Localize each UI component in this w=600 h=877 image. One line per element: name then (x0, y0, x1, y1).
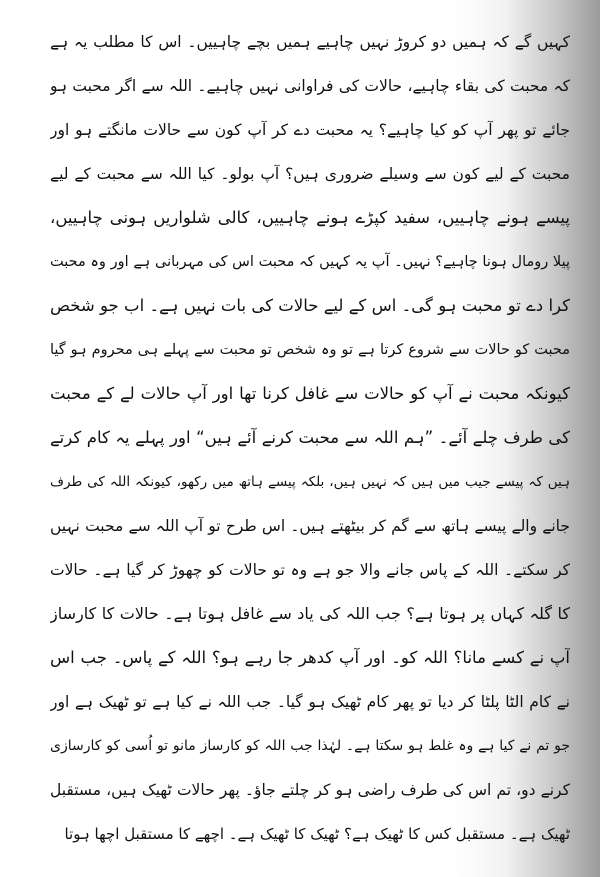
text-line: جانے والے پیسے ہاتھ سے گم کر بیٹھتے ہیں۔ اس طرح تو آپ اللہ سے محبت نہیں (50, 517, 570, 535)
text-line: جو تم نے کیا ہے وہ غلط ہو سکتا ہے۔ لہٰذا جب اللہ کو کارساز مانو تو اُسی کو کارسازی (50, 738, 570, 754)
text-line: جائے تو پھر آپ کو کیا چاہیے؟ یہ محبت دے کر آپ کون سے حالات مانگتے ہو اور (50, 121, 570, 139)
text-line: پیسے ہونے چاہییں، سفید کپڑے ہونے چاہییں، کالی شلواریں ہونی چاہییں، (50, 208, 570, 227)
text-line: پیلا رومال ہونا چاہیے؟ نہیں۔ آپ یہ کہیں کہ محبت اس کی مہربانی ہے اور وہ محبت (50, 254, 570, 270)
text-line: آپ نے کسے مانا؟ اللہ کو۔ اور آپ کدھر جا رہے ہو؟ اللہ کے پاس۔ جب اس (50, 648, 570, 667)
text-line: کیونکہ محبت نے آپ کو حالات سے غافل کرنا تھا اور آپ حالات لے کے محبت (50, 384, 570, 403)
text-line: کرا دے تو محبت ہو گی۔ اس کے لیے حالات کی بات نہیں ہے۔ اب جو شخص (50, 296, 570, 315)
text-line: نے کام الٹا پلٹا کر دیا تو پھر کام ٹھیک ہو گیا۔ جب اللہ نے کیا ہے تو ٹھیک ہے اور (50, 693, 570, 711)
text-line: محبت کو حالات سے شروع کرتا ہے تو وہ شخص تو محبت سے پہلے ہی محروم ہو گیا (50, 342, 570, 358)
text-line: کی طرف چلے آئے۔ ”ہم اللہ سے محبت کرنے آئے ہیں“ اور پہلے یہ کام کرتے (50, 428, 570, 447)
text-line: کر سکتے۔ اللہ کے پاس جانے والا جو ہے وہ تو حالات کو چھوڑ کر گیا ہے۔ حالات (50, 561, 570, 579)
text-line: کہیں گے کہ ہمیں دو کروڑ نہیں چاہیے ہمیں بچے چاہییں۔ اس کا مطلب یہ ہے (50, 33, 570, 51)
text-line: ہیں کہ پیسے جیب میں ہیں کہ نہیں ہیں، بلکہ پیسے ہاتھ میں رکھو، کیونکہ اللہ کی طرف (50, 474, 570, 490)
text-line: محبت کے لیے کون سے وسیلے ضروری ہیں؟ آپ بولو۔ کیا اللہ سے محبت کے لیے (50, 165, 570, 183)
body-text (50, 20, 570, 856)
text-line: کرنے دو، تم اس کی طرف راضی ہو کر چلتے جاؤ۔ پھر حالات ٹھیک ہیں، مستقبل (50, 781, 570, 799)
text-line: کا گلہ کہاں پر ہوتا ہے؟ جب اللہ کی یاد سے غافل ہوتا ہے۔ حالات کا کارساز (50, 604, 570, 623)
text-line: کہ محبت کی بقاء چاہیے، حالات کی فراوانی نہیں چاہیے۔ اللہ سے اگر محبت ہو (50, 77, 570, 95)
text-line: ٹھیک ہے۔ مستقبل کس کا ٹھیک ہے؟ ٹھیک کا ٹھیک ہے۔ اچھے کا مستقبل اچھا ہوتا (64, 825, 570, 843)
